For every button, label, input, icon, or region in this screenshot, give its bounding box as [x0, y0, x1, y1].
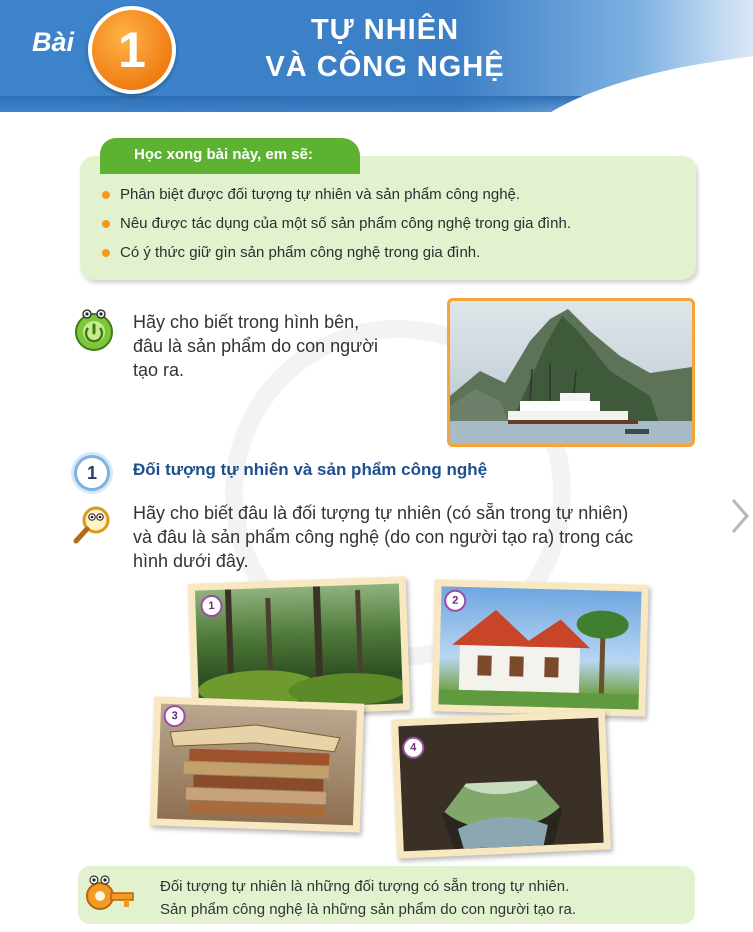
photo-card-house [431, 579, 648, 717]
objective-item: Nêu được tác dụng của một số sản phẩm công nghệ trong gia đình. [102, 215, 571, 244]
photo-card-forest [188, 576, 411, 718]
lesson-header [0, 0, 753, 112]
key-note-text [160, 875, 576, 921]
objective-item: Có ý thức giữ gìn sản phẩm công nghệ trong gia đình. [102, 244, 571, 273]
title-line-1: TỰ NHIÊN [310, 14, 460, 46]
photo-card-cave [391, 710, 611, 858]
key-note-line-2: Sản phẩm công nghệ là những sản phẩm do con người tạo ra. [160, 901, 577, 918]
card-number: 1 [200, 595, 223, 618]
lightbulb-mascot-icon [72, 308, 116, 352]
cave-photo [398, 718, 603, 852]
boat-scene-illustration [450, 301, 692, 444]
task-line-3: hình dưới đây. [133, 551, 249, 571]
task-line-1: Hãy cho biết đâu là đối tượng tự nhiên (có sẵn trong tự nhiên) [133, 503, 629, 523]
cave-illustration [398, 718, 603, 852]
house-illustration [438, 586, 641, 709]
section-number-badge: 1 [74, 455, 110, 491]
card-number: 2 [444, 589, 467, 612]
lesson-word: Bài [32, 27, 75, 57]
forest-illustration [195, 583, 403, 710]
section-title: Đối tượng tự nhiên và sản phẩm công nghệ [133, 460, 488, 479]
title-line-2: VÀ CÔNG NGHỆ [265, 51, 505, 83]
objectives-heading: Học xong bài này, em sẽ: [134, 146, 313, 163]
key-note-line-1: Đối tượng tự nhiên là những đối tượng có sẵn trong tự nhiên. [160, 878, 570, 895]
card-number: 3 [163, 705, 186, 728]
key-mascot-icon [84, 874, 136, 920]
card-number: 4 [402, 736, 425, 759]
chevron-right-icon[interactable] [730, 496, 750, 536]
objective-item: Phân biệt được đối tượng tự nhiên và sản phẩm công nghệ. [102, 186, 571, 215]
question-line-1: Hãy cho biết trong hình bên, [133, 312, 360, 332]
task-text [133, 501, 698, 573]
magnifier-mascot-icon [72, 504, 112, 544]
house-photo [438, 586, 641, 709]
forest-photo [195, 583, 403, 710]
lesson-number: 1 [118, 22, 146, 78]
objectives-list [102, 186, 571, 273]
page-title [250, 12, 520, 86]
books-illustration [157, 704, 357, 826]
question-line-3: tạo ra. [133, 360, 185, 380]
question-text [133, 310, 418, 382]
lesson-number-badge [88, 6, 176, 94]
books-photo [157, 704, 357, 826]
photo-card-books [150, 696, 364, 832]
task-line-2: và đâu là sản phẩm công nghệ (do con người tạo ra) trong các [133, 527, 634, 547]
question-line-2: đâu là sản phẩm do con người [133, 336, 379, 356]
ha-long-boat-photo [447, 298, 695, 447]
